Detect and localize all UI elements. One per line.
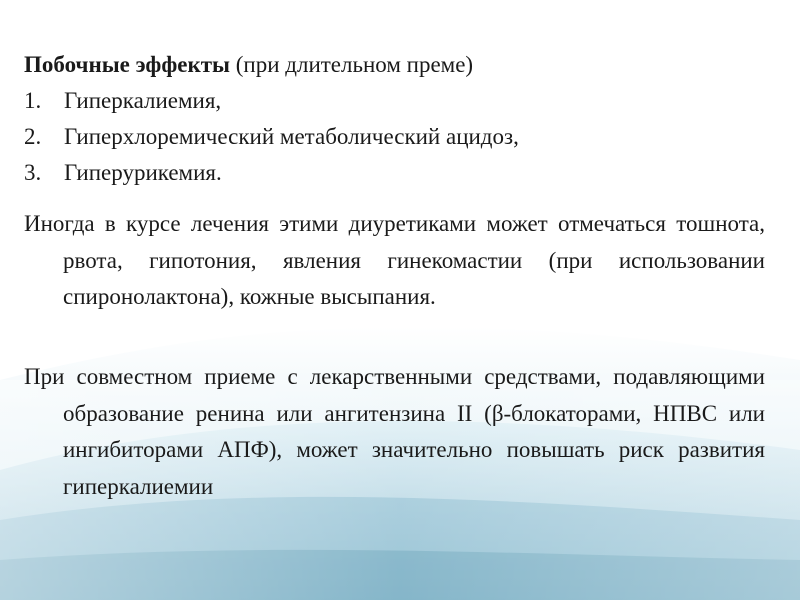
side-effects-list [24, 85, 519, 193]
heading-rest-text: (при длительном преме) [229, 52, 474, 77]
list-item-text: Гиперкалиемия, [64, 88, 222, 113]
slide-heading [24, 50, 473, 80]
list-item [24, 121, 519, 157]
list-item [24, 85, 519, 121]
paragraph-side-effects: Иногда в курсе лечения этими диуретиками может отмечаться тошнота, рвота, гипотония, явления гинекомастии (при использовании спиронолактона), кожные высыпания. [24, 211, 765, 309]
paragraph-interactions: При совместном приеме с лекарственными средствами, подавляющими образование ренина или ангитензина II (β-блокаторами, НПВС или ингибиторами АПФ), может значительно повышать риск развития гиперкалиемии [24, 364, 765, 499]
list-item-text: Гиперхлоремический метаболический ацидоз, [64, 124, 519, 149]
list-item-number: 1. [24, 88, 42, 113]
list-item [24, 157, 519, 193]
heading-bold-text: Побочные эффекты [24, 52, 230, 77]
list-item-number: 3. [24, 160, 42, 185]
list-item-text: Гиперурикемия. [64, 160, 222, 185]
list-item-number: 2. [24, 124, 42, 149]
